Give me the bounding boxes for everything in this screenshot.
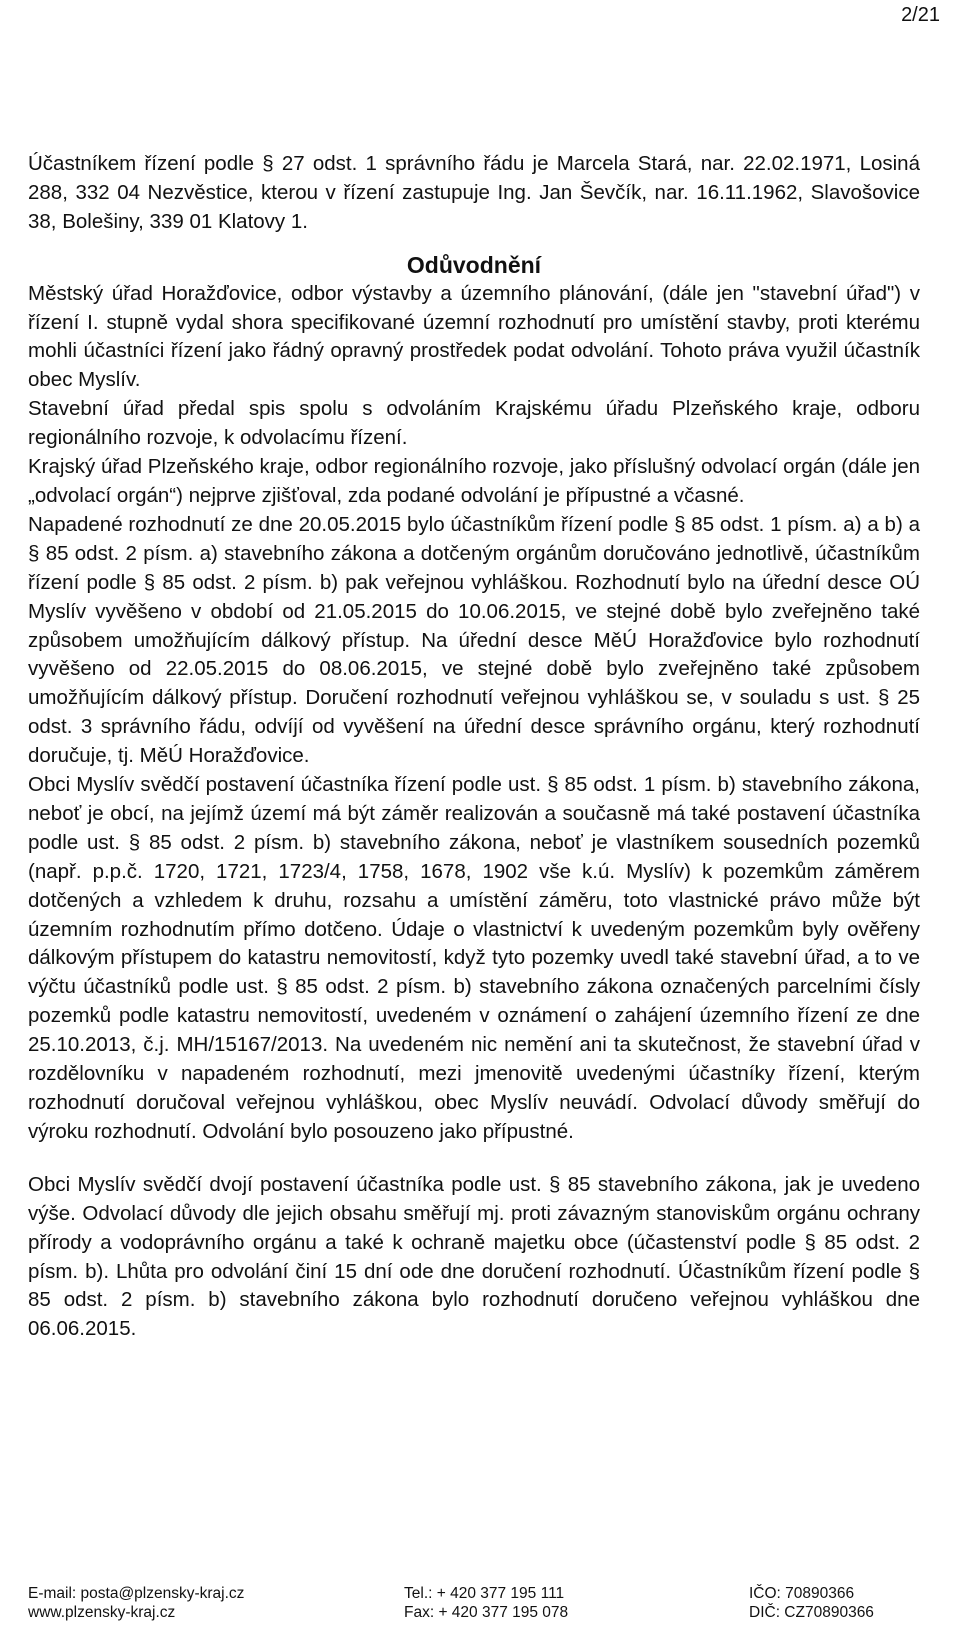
footer-dic: DIČ: CZ70890366 bbox=[749, 1604, 874, 1621]
page-footer bbox=[28, 1584, 928, 1628]
paragraph-1: Městský úřad Horažďovice, odbor výstavby a územního plánování, (dále jen "stavební úřad") v řízení I. stupně vydal shora specifikované územní rozhodnutí pro umístění stavby, proti kterému mohli účastníci řízení jako řádný opravný prostředek podat odvolání. Tohoto práva využil účastník obec Myslív. bbox=[28, 281, 920, 392]
page-number: 2/21 bbox=[901, 4, 940, 26]
footer-email: E-mail: posta@plzensky-kraj.cz bbox=[28, 1585, 245, 1602]
footer-tel: Tel.: + 420 377 195 111 bbox=[404, 1585, 565, 1602]
footer-ids bbox=[749, 1584, 874, 1622]
section-heading: Odůvodnění bbox=[406, 251, 542, 278]
footer-phone bbox=[404, 1584, 568, 1622]
footer-contact-web bbox=[28, 1584, 244, 1622]
footer-ico: IČO: 70890366 bbox=[749, 1585, 855, 1602]
intro-paragraph: Účastníkem řízení podle § 27 odst. 1 správního řádu je Marcela Stará, nar. 22.02.1971, Losiná 288, 332 04 Nezvěstice, kterou v řízení zastupuje Ing. Jan Ševčík, nar. 16.11.1962, Slavošovice 38, Bolešiny, 339 01 Klatovy 1. bbox=[28, 152, 920, 233]
paragraph-5: Obci Myslív svědčí postavení účastníka řízení podle ust. § 85 odst. 1 písm. b) stavebního zákona, neboť je obcí, na jejímž území má být záměr realizován a současně má také postavení účastníka podle ust. § 85 odst. 2 písm. b) stavebního zákona, neboť je vlastníkem sousedních pozemků (např. p.p.č. 1720, 1721, 1723/4, 1758, 1678, 1902 vše k.ú. Myslív) k pozemkům záměrem dotčených a vzhledem k druhu, rozsahu a umístění záměru, toto vlastnické právo může být územním rozhodnutím přímo dotčeno. Údaje o vlastnictví k uvedeným pozemkům byly ověřeny dálkovým přístupem do katastru nemovitostí, když tyto pozemky uvedl také stavební úřad, a to ve výčtu účastníků podle ust. § 85 odst. 2 písm. b) stavebního zákona označených parcelními čísly pozemků podle katastru nemovitostí, uvedeném v oznámení o zahájení územního řízení ze dne 25.10.2013, č.j. MH/15167/2013. Na uvedeném nic nemění ani ta skutečnost, že stavební úřad v rozdělovníku v napadeném rozhodnutí, mezi jmenovitě uvedenými účastníky řízení, kterým rozhodnutí doručoval veřejnou vyhláškou, obec Myslív neuvádí. Odvolací důvody směřují do výroku rozhodnutí. Odvolání bylo posouzeno jako přípustné. bbox=[28, 773, 920, 1143]
paragraph-4: Napadené rozhodnutí ze dne 20.05.2015 bylo účastníkům řízení podle § 85 odst. 1 písm. a) a b) a § 85 odst. 2 písm. a) stavebního zákona a dotčeným orgánům doručováno jednotlivě, účastníkům řízení podle § 85 odst. 2 písm. b) pak veřejnou vyhláškou. Rozhodnutí bylo na úřední desce OÚ Myslív vyvěšeno v období od 21.05.2015 do 10.06.2015, ve stejné době bylo zveřejněno také způsobem umožňujícím dálkový přístup. Na úřední desce MěÚ Horažďovice bylo rozhodnutí vyvěšeno od 22.05.2015 do 08.06.2015, ve stejné době bylo zveřejněno také způsobem umožňujícím dálkový přístup. Doručení rozhodnutí veřejnou vyhláškou se, v souladu s ust. § 25 odst. 3 správního řádu, odvíjí od vyvěšení na úřední desce správního orgánu, který rozhodnutí doručuje, tj. MěÚ Horažďovice. bbox=[28, 512, 920, 768]
paragraph-6: Obci Myslív svědčí dvojí postavení účastníka podle ust. § 85 stavebního zákona, jak je uvedeno výše. Odvolací důvody dle jejich obsahu směřují mj. proti závazným stanoviskům orgánu ochrany přírody a vodoprávního orgánu a také k ochraně majetku obce (účastenství podle § 85 odst. 2 písm. b). Lhůta pro odvolání činí 15 dní ode dne doručení rozhodnutí. Účastníkům řízení podle § 85 odst. 2 písm. b) stavebního zákona bylo rozhodnutí doručeno veřejnou vyhláškou dne 06.06.2015. bbox=[28, 1172, 920, 1341]
footer-website: www.plzensky-kraj.cz bbox=[28, 1604, 176, 1621]
paragraph-3: Krajský úřad Plzeňského kraje, odbor regionálního rozvoje, jako příslušný odvolací orgán (dále jen „odvolací orgán“) nejprve zjišťoval, zda podané odvolání je přípustné a včasné. bbox=[28, 455, 920, 507]
footer-fax: Fax: + 420 377 195 078 bbox=[404, 1604, 569, 1621]
paragraph-2: Stavební úřad předal spis spolu s odvoláním Krajskému úřadu Plzeňského kraje, odboru regionálního rozvoje, k odvolacímu řízení. bbox=[28, 397, 920, 450]
document-body bbox=[28, 150, 920, 1344]
